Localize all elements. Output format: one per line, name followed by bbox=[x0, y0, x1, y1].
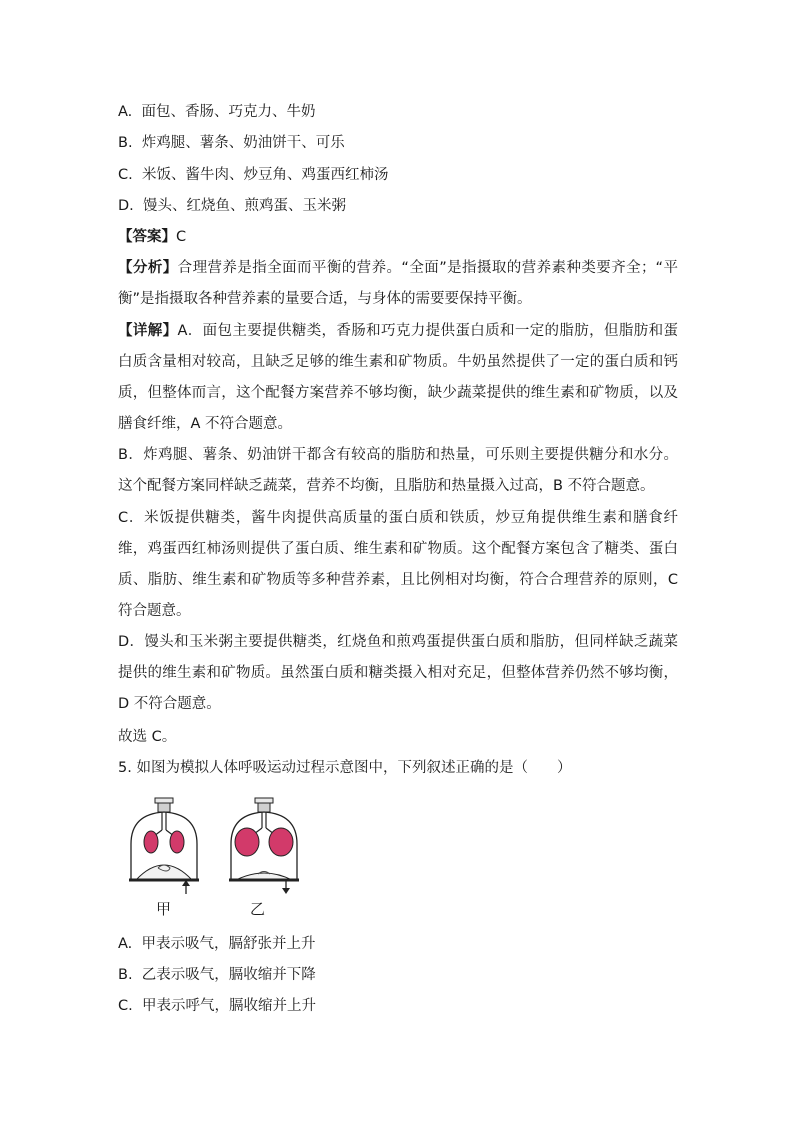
option-b bbox=[118, 133, 345, 153]
option-text: 甲表示吸气，膈舒张并上升 bbox=[141, 936, 316, 952]
detail-c-paragraph: C．米饭提供糖类，酱牛肉提供高质量的蛋白质和铁质，炒豆角提供维生素和膳食纤维，鸡蛋西红柿汤则提供了蛋白质、维生素和矿物质。这个配餐方案包含了糖类、蛋白质、脂肪、维生素和矿物质等多种营养素，且比例相对均衡，符合合理营养的原则，C 符合题意。 bbox=[118, 510, 678, 619]
option-letter: A. bbox=[118, 936, 133, 952]
detail-label: 【详解】 bbox=[118, 323, 178, 339]
detail-b-paragraph: B．炸鸡腿、薯条、奶油饼干都含有较高的脂肪和热量，可乐则主要提供糖分和水分。这个配餐方案同样缺乏蔬菜，营养不均衡，且脂肪和热量摄入过高，B 不符合题意。 bbox=[118, 447, 678, 494]
figure-label-jia: 甲 bbox=[156, 900, 172, 918]
right-lung-large bbox=[269, 828, 293, 856]
answer-line bbox=[118, 227, 186, 247]
option-a bbox=[118, 102, 316, 122]
option-text: 乙表示吸气，膈收缩并下降 bbox=[141, 967, 316, 983]
figure-label-yi: 乙 bbox=[250, 900, 266, 918]
bell-jar-yi bbox=[229, 798, 299, 894]
option-letter: B. bbox=[118, 135, 133, 151]
option-letter: C. bbox=[118, 998, 133, 1014]
detail-d-paragraph: D．馒头和玉米粥主要提供糖类，红烧鱼和煎鸡蛋提供蛋白质和脂肪，但同样缺乏蔬菜提供的维生素和矿物质。虽然蛋白质和糖类摄入相对充足，但整体营养仍然不够均衡，D 不符合题意。 bbox=[118, 634, 678, 712]
option-text: 馒头、红烧鱼、煎鸡蛋、玉米粥 bbox=[143, 198, 346, 214]
detail-a-paragraph bbox=[118, 316, 678, 440]
analysis-paragraph bbox=[118, 253, 678, 315]
option-letter: A. bbox=[118, 104, 133, 120]
right-lung-small bbox=[170, 831, 184, 853]
analysis-text: 合理营养是指全面而平衡的营养。“全面”是指摄取的营养素种类要齐全；“平衡”是指摄取各种营养素的量要合适，与身体的需要要保持平衡。 bbox=[118, 260, 678, 307]
option-letter: C. bbox=[118, 167, 133, 183]
analysis-label: 【分析】 bbox=[118, 260, 178, 276]
q5-option-b bbox=[118, 965, 316, 985]
left-lung-small bbox=[144, 831, 158, 853]
option-text: 米饭、酱牛肉、炒豆角、鸡蛋西红柿汤 bbox=[141, 167, 389, 183]
option-text: 面包、香肠、巧克力、牛奶 bbox=[141, 104, 316, 120]
breathing-model-figure bbox=[128, 794, 308, 922]
option-letter: B. bbox=[118, 967, 133, 983]
question-5-stem: 5. 如图为模拟人体呼吸运动过程示意图中，下列叙述正确的是（ ） bbox=[118, 760, 572, 776]
bell-jar-jia bbox=[129, 798, 199, 894]
conclusion: 故选 C。 bbox=[118, 729, 177, 745]
answer-value: C bbox=[176, 229, 187, 245]
option-text: 甲表示呼气，膈收缩并上升 bbox=[141, 998, 316, 1014]
answer-label: 【答案】 bbox=[118, 229, 176, 245]
detail-a-text: A．面包主要提供糖类，香肠和巧克力提供蛋白质和一定的脂肪，但脂肪和蛋白质含量相对较高，且缺乏足够的维生素和矿物质。牛奶虽然提供了一定的蛋白质和钙质，但整体而言，这个配餐方案营养不够均衡，缺少蔬菜提供的维生素和矿物质，以及膳食纤维，A 不符合题意。 bbox=[118, 323, 678, 432]
q5-option-a bbox=[118, 934, 316, 954]
diaphragm-raised bbox=[136, 865, 192, 880]
left-lung-large bbox=[235, 828, 259, 856]
option-text: 炸鸡腿、薯条、奶油饼干、可乐 bbox=[141, 135, 345, 151]
option-letter: D. bbox=[118, 198, 134, 214]
bell-jar-diagram bbox=[128, 794, 308, 894]
q5-option-c bbox=[118, 996, 316, 1016]
option-c bbox=[118, 165, 388, 185]
option-d bbox=[118, 196, 346, 216]
